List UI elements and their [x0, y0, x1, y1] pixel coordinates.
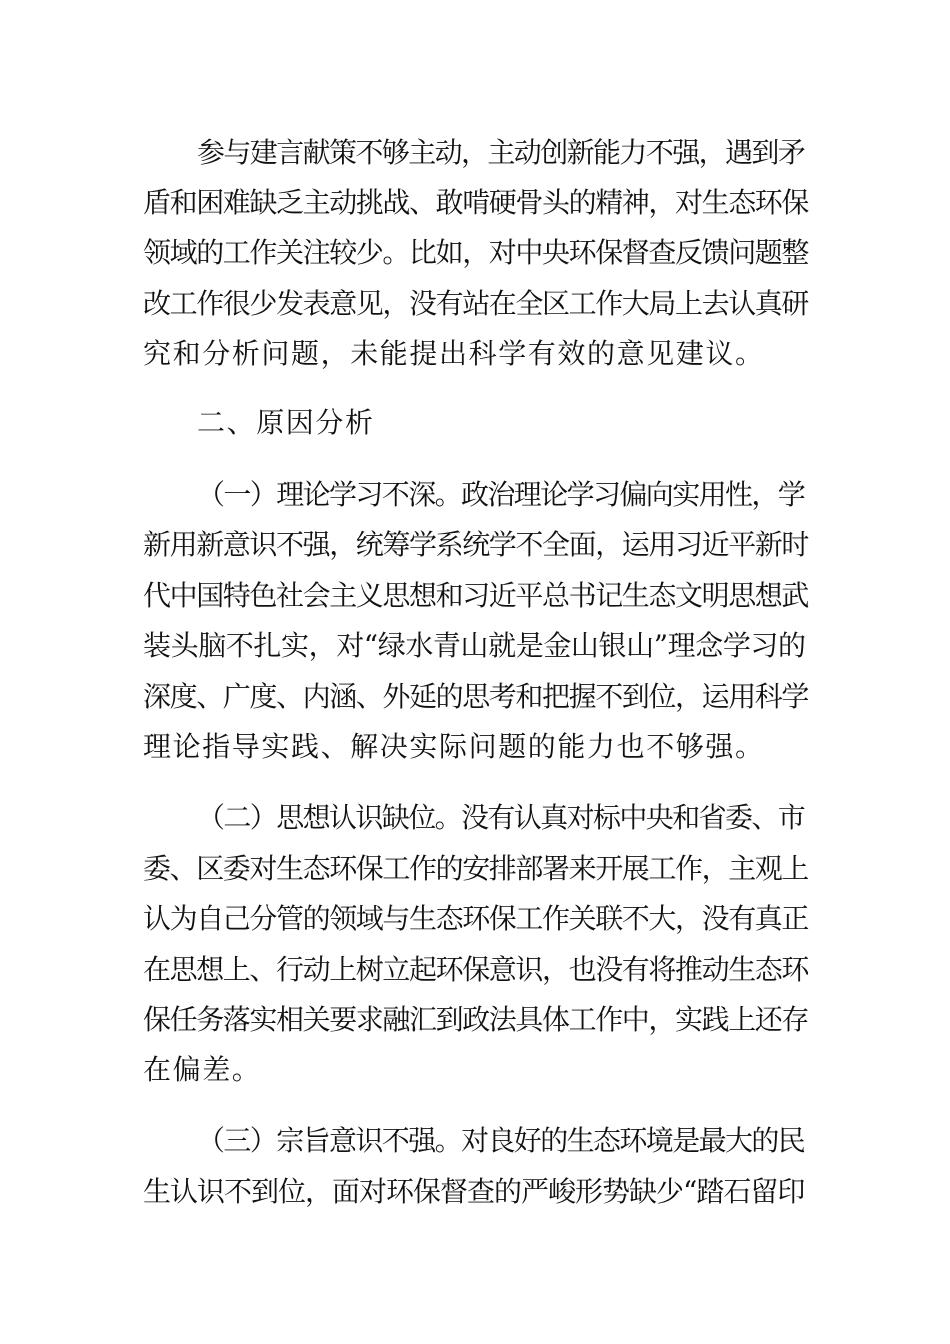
text-line: 领域的工作关注较少。比如，对中央环保督查反馈问题整 [143, 236, 809, 269]
text-line: 认为自己分管的领域与生态环保工作关联不大，没有真正 [143, 902, 809, 935]
text-line: 保任务落实相关要求融汇到政法具体工作中，实践上还存 [143, 1003, 809, 1036]
text-line: 装头脑不扎实，对“绿水青山就是金山银山”理念学习的 [143, 629, 806, 662]
text-line: （一）理论学习不深。政治理论学习偏向实用性，学 [197, 478, 805, 511]
text-line: 在思想上、行动上树立起环保意识，也没有将推动生态环 [143, 953, 809, 986]
text-line: 生认识不到位，面对环保督查的严峻形势缺少“踏石留印 [143, 1175, 805, 1208]
text-line: 代中国特色社会主义思想和习近平总书记生态文明思想武 [143, 579, 809, 612]
text-line: 盾和困难缺乏主动挑战、敢啃硬骨头的精神，对生态环保 [143, 186, 809, 219]
text-line: 改工作很少发表意见，没有站在全区工作大局上去认真研 [143, 287, 809, 320]
text-line: 委、区委对生态环保工作的安排部署来开展工作，主观上 [143, 852, 809, 885]
text-line: （三）宗旨意识不强。对良好的生态环境是最大的民 [197, 1124, 805, 1157]
text-line: 究和分析问题，未能提出科学有效的意见建议。 [143, 337, 765, 370]
section-heading: 二、原因分析 [197, 406, 375, 439]
text-line: 理论指导实践、解决实际问题的能力也不够强。 [143, 730, 765, 763]
text-line: 在偏差。 [143, 1053, 262, 1086]
text-line: 新用新意识不强，统筹学系统学不全面，运用习近平新时 [143, 528, 809, 561]
text-line: 深度、广度、内涵、外延的思考和把握不到位，运用科学 [143, 680, 809, 713]
text-line: （二）思想认识缺位。没有认真对标中央和省委、市 [197, 801, 805, 834]
text-line: 参与建言献策不够主动，主动创新能力不强，遇到矛 [197, 136, 805, 169]
